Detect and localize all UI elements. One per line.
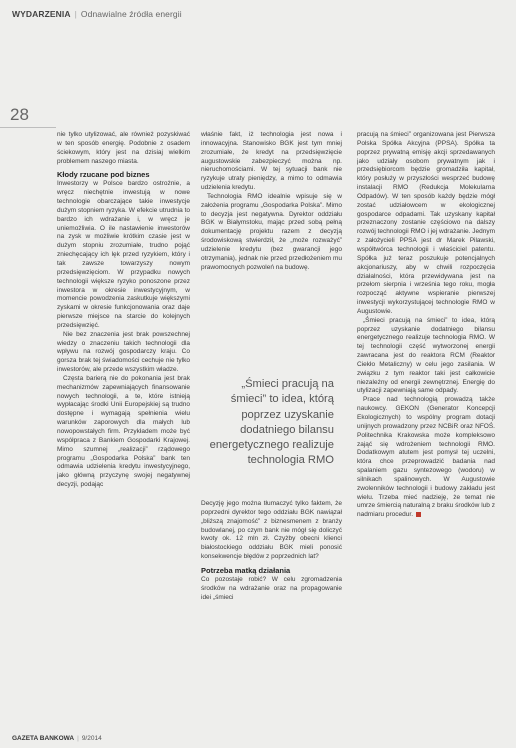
pull-quote-line-1: „Śmieci pracują na xyxy=(241,378,334,390)
subheading: Kłody rzucane pod biznes xyxy=(57,170,150,180)
running-header xyxy=(12,9,182,19)
running-footer xyxy=(12,735,102,742)
paragraph-text: Prace nad technologią prowadzą także naukowcy. GEKON (Generator Koncepcji Ekologicznych) to wspólny program dotacji unijnych prowadzony przez NCBiR oraz NFOŚ. Politechnika Krakowska może kompleksowo zająć się wdrożeniem technologii RMO. Dodatkowym atutem jest pomysł tej uczelni, która chce przeprowadzić badania nad spalaniem gazu syntezowego (wodoru) w silnikach spalinowych. W Augustowie zwolenników technologii i budowy zakładu jest wielu. Trzeba mieć nadzieję, że temat nie umrze śmiercią naturalną z braku środków lub z nadmiaru procedur. xyxy=(357,396,495,519)
paragraph: Inwestorzy w Polsce bardzo ostrożnie, a wręcz niechętnie inwestują w nowe technologie obarczające takie inwestycje dużym stopniem ryzyka. W efekcie utrudnia to bardzo ich wdrażanie i, w wręcz je uniemożliwia. O ile nastawienie inwestorów na zysk w możliwie krótkim czasie jest w dużym stopniu zrozumiałe, trudno pojąć zniechęcający ich lęk przed ryzykiem, który i tak zawsze towarzyszy nowym przedsięwzięciom. W przypadku nowych technologii większe ryzyko ponoszone przez inwestora w okresie inwestycyjnym, w momencie powodzenia zaskutkuje większymi zyskami w okresie funkcjonowania oraz daje pierwsze miejsce na starcie do kolejnych przedsięwzięć. xyxy=(57,180,190,329)
paragraph: właśnie fakt, iż technologia jest nowa i innowacyjna. Stanowisko BGK jest tym mniej zrozumiałe, że kredyt na przedsięwzięcie augustowskie zabezpieczyć można np. nieruchomościami. W tej sytuacji bank nie ryzykuje utraty pieniędzy, a mimo to odmawia udzielenia kredytu. xyxy=(201,131,342,192)
article-column-2-top xyxy=(201,131,342,361)
subheading: Potrzeba matką działania xyxy=(201,565,291,575)
header-separator: | xyxy=(74,9,77,19)
paragraph xyxy=(357,396,495,520)
paragraph: pracują na śmieci” organizowana jest Pierwsza Polska Spółka Akcyjna (PPSA). Spółka ta poprzez prywatną emisję akcji sprzedawanych jako udziały osobom prywatnym jak i przedsiębiorcom będzie gromadziła kapitał, który posłuży w przyszłości wesprzeć budowę instalacji RMO (Redukcja Molekularna Odpadów). W ten sposób każdy będzie mógł zostać udziałowcem w ekologicznej gospodarce odpadami. Tak uzyskany kapitał przeznaczony zostanie częściowo na dalszy rozwój technologii RMO i jej wdrażanie. Jednym z założycieli PPSA jest dr Marek Pilawski, współtwórca technologii i właściciel patentu. Spółka już teraz poszukuje potencjalnych akcjonariuszy, aby w chwili rozpoczęcia działalności, która przewidywana jest na przełom sierpnia i września tego roku, mogła rozpocząć aktywne wspieranie pierwszej inwestycji wykorzystującej technologie RMO w Augustowie. xyxy=(357,131,495,315)
paragraph: „Śmieci pracują na śmieci” to idea, którą poprzez uzyskanie dodatniego bilansu energetycznego realizuje technologia RMO. W tej technologii część wytworzonej energii zawracana jest do reaktora RCM (Reaktor Ciekło Metaliczny) w celu jego zasilania. W związku z tym reaktor taki jest całkowicie niezależny od energii zewnętrznej. Energię do utylizacji zapewniają same odpady. xyxy=(357,316,495,395)
paragraph: Co pozostaje robić? W celu zgromadzenia środków na wdrażanie oraz na propagowanie idei „śmieci xyxy=(201,575,342,601)
pull-quote xyxy=(204,377,334,469)
paragraph: Technologia RMO idealnie wpisuje się w założenia programu „Gospodarka Polska”. Mimo to decyzja jest negatywna. Dyrektor oddziału BGK w Białymstoku, mając przed sobą pełną dokumentację projektu razem z decyzją środowiskową stwierdził, że „może rozważyć” udzielenie kredytu (bez gwarancji jego otrzymania), jednak nie przed przedłożeniem mu prawomocnych pozwoleń na budowę. xyxy=(201,192,342,271)
page-number: 28 xyxy=(10,105,29,124)
page-number-rule xyxy=(0,127,56,128)
article-column-1 xyxy=(57,131,190,726)
paragraph: Częsta barierą nie do pokonania jest brak mechanizmów zapewniających finansowanie nowych technologii, a te, które istnieją wypłacając środki Unii Europejskiej są trudno dostępne i wymagają spełnienia wielu warunków zaporowych dla małych lub nowopowstałych firm. Przykładem może być współpraca z Bankiem Gospodarki Krajowej. Mimo szumnej „realizacji” rządowego programu „Gospodarka Polska” bank ten odmawia udzielenia kredytu inwestycyjnego, jako główną przyczynę swojej negatywnej decyzji, podając xyxy=(57,374,190,489)
magazine-name: GAZETA BANKOWA xyxy=(12,735,75,742)
section-name: WYDARZENIA xyxy=(12,9,71,19)
pull-quote-line-2: śmieci” to idea, którą poprzez uzyskanie dodatniego bilansu energetycznego realizuje technologia RMO xyxy=(209,393,334,467)
paragraph: Nie bez znaczenia jest brak powszechnej wiedzy o znaczeniu takich technologii dla wpływu na rozwój gospodarczy kraju. Co gorsza brak tej świadomości cechuje nie tylko inwestorów, ale przede wszystkim władze. xyxy=(57,330,190,374)
paragraph: Decyzję jego można tłumaczyć tylko faktem, że poprzedni dyrektor tego oddziału BGK nawiązał „bliższą znajomość” z biznesmenem z branży budowlanej, po czym bank nie mógł się doliczyć kwoty ok. 12 mln zł. Czyżby obecni klienci białostockiego oddziału BGK mieli ponosić konsekwencje błędów z poprzednich lat? xyxy=(201,500,342,561)
issue-number: 9/2014 xyxy=(81,735,102,742)
article-column-2-bottom xyxy=(201,500,342,726)
end-of-article-mark xyxy=(416,512,421,517)
article-column-3 xyxy=(357,131,495,726)
footer-separator: | xyxy=(77,735,79,742)
paragraph: nie tylko utylizować, ale również pozyskiwać w ten sposób energię. Podobnie z osadem ściekowym, który jest na dzisiaj wielkim problemem naszego miasta. xyxy=(57,131,190,165)
section-subtitle: Odnawialne źródła energii xyxy=(80,9,182,19)
